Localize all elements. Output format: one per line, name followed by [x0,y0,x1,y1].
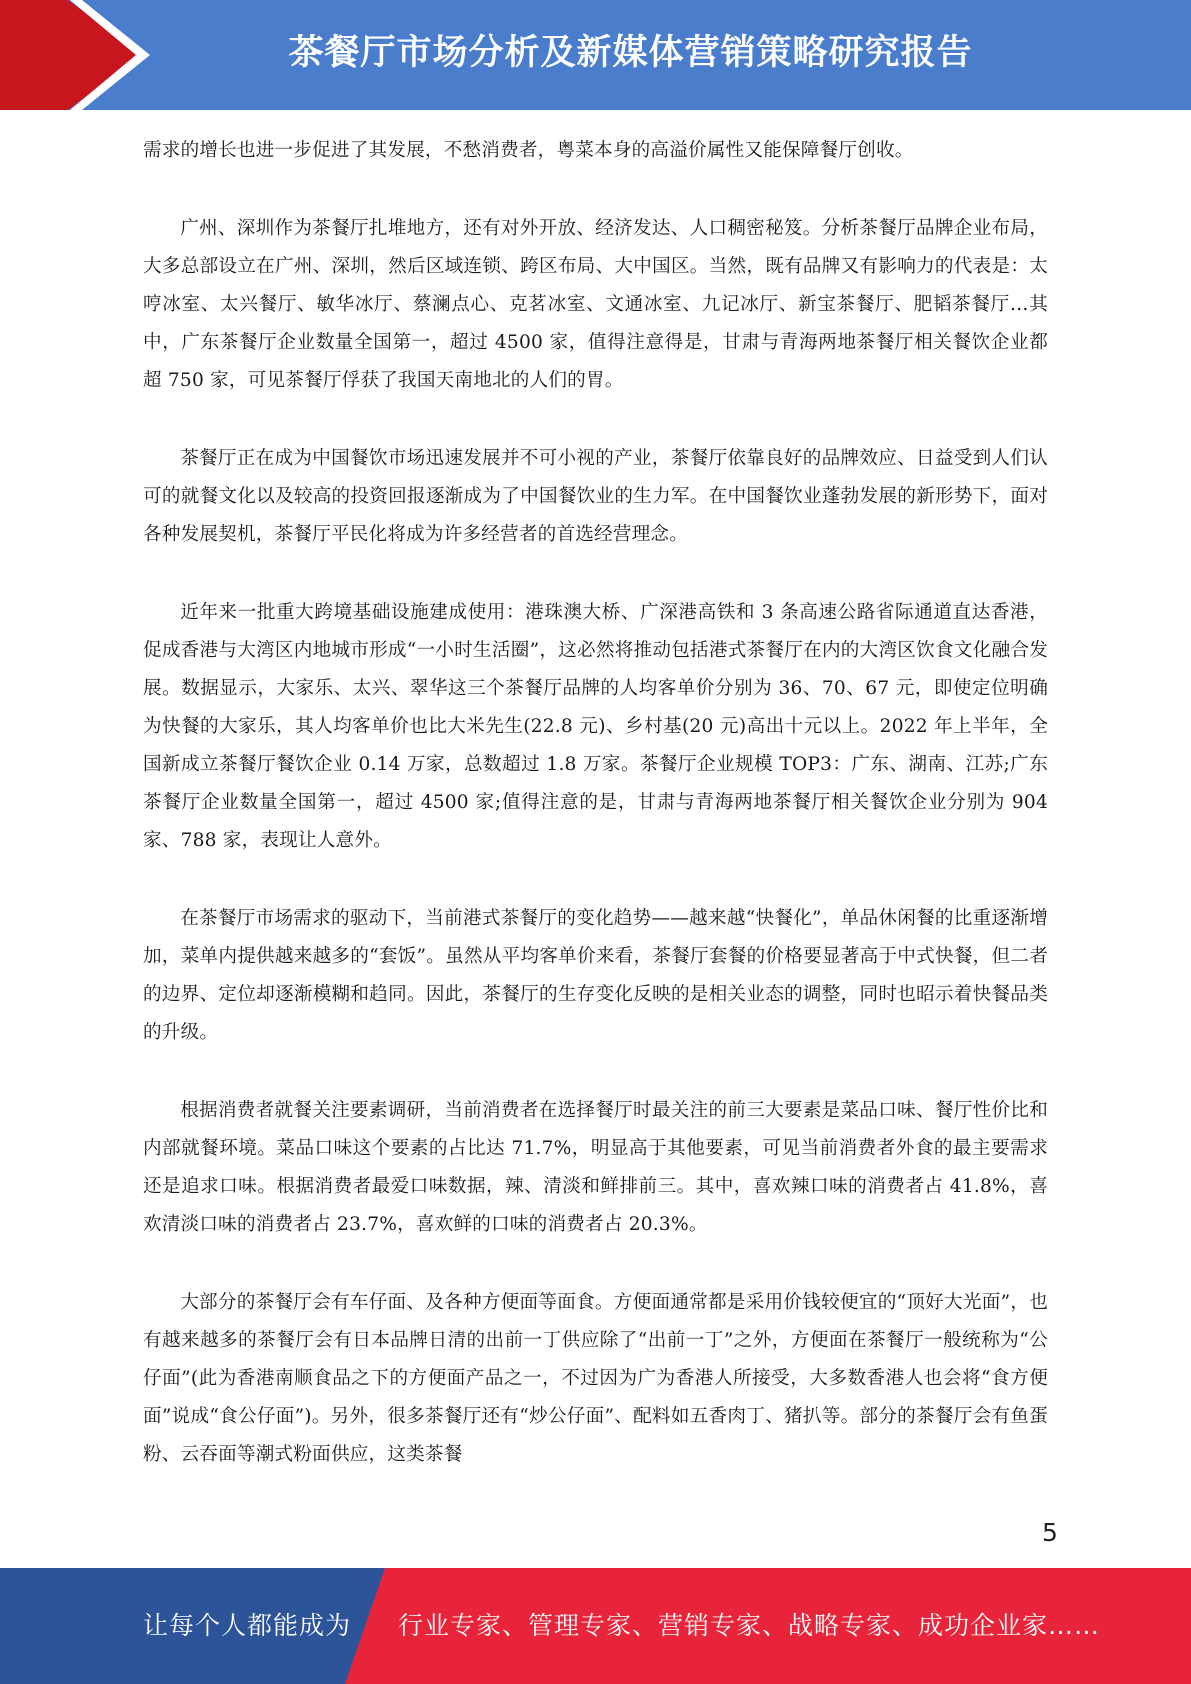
paragraph-2: 广州、深圳作为茶餐厅扎堆地方，还有对外开放、经济发达、人口稠密秘笈。分析茶餐厅品牌企业布局，大多总部设立在广州、深圳，然后区域连锁、跨区布局、大中国区。当然，既有品牌又有影响力的代表是：太哼冰室、太兴餐厅、敏华冰厅、蔡澜点心、克茗冰室、文通冰室、九记冰厅、新宝茶餐厅、肥韬茶餐厅…其中，广东茶餐厅企业数量全国第一，超过 4500 家，值得注意得是，甘肃与青海两地茶餐厅相关餐饮企业都超 750 家，可见茶餐厅俘获了我国天南地北的人们的胃。 [143,218,1048,391]
footer-slogan-right: 行业专家、管理专家、营销专家、战略专家、成功企业家…… [398,1611,1101,1640]
paragraph-6: 根据消费者就餐关注要素调研，当前消费者在选择餐厅时最关注的前三大要素是菜品口味、餐厅性价比和内部就餐环境。菜品口味这个要素的占比达 71.7%，明显高于其他要素，可见当前消费者外食的最主要需求还是追求口味。根据消费者最爱口味数据，辣、清淡和鲜排前三。其中，喜欢辣口味的消费者占 41.8%，喜欢清淡口味的消费者占 23.7%，喜欢鲜的口味的消费者占 20.3%。 [143,1100,1048,1235]
paragraph-1: 需求的增长也进一步促进了其发展，不愁消费者，粤菜本身的高溢价属性又能保障餐厅创收。 [143,140,914,161]
page-number: 5 [1042,1518,1058,1547]
footer-slogan-left: 让每个人都能成为 [143,1611,352,1640]
paragraph-3: 茶餐厅正在成为中国餐饮市场迅速发展并不可小视的产业，茶餐厅依靠良好的品牌效应、日益受到人们认可的就餐文化以及较高的投资回报逐渐成为了中国餐饮业的生力军。在中国餐饮业蓬勃发展的新形势下，面对各种发展契机，茶餐厅平民化将成为许多经营者的首选经营理念。 [143,448,1048,545]
report-title: 茶餐厅市场分析及新媒体营销策略研究报告 [288,33,973,73]
paragraph-5: 在茶餐厅市场需求的驱动下，当前港式茶餐厅的变化趋势——越来越“快餐化”，单品休闲餐的比重逐渐增加，菜单内提供越来越多的“套饭”。虽然从平均客单价来看，茶餐厅套餐的价格要显著高于中式快餐，但二者的边界、定位却逐渐模糊和趋同。因此，茶餐厅的生存变化反映的是相关业态的调整，同时也昭示着快餐品类的升级。 [143,908,1048,1043]
page-footer [0,1568,1191,1684]
paragraph-4: 近年来一批重大跨境基础设施建成使用：港珠澳大桥、广深港高铁和 3 条高速公路省际通道直达香港，促成香港与大湾区内地城市形成“一小时生活圈”，这必然将推动包括港式茶餐厅在内的大湾区饮食文化融合发展。数据显示，大家乐、太兴、翠华这三个茶餐厅品牌的人均客单价分别为 36、70、67 元，即使定位明确为快餐的大家乐，其人均客单价也比大米先生(22.8 元)、乡村基(20 元)高出十元以上。2022 年上半年，全国新成立茶餐厅餐饮企业 0.14 万家，总数超过 1.8 万家。茶餐厅企业规模 TOP3：广东、湖南、江苏;广东茶餐厅企业数量全国第一，超过 4500 家;值得注意的是，甘肃与青海两地茶餐厅相关餐饮企业分别为 904 家、788 家，表现让人意外。 [143,602,1048,851]
header-arrow-decoration [0,0,150,110]
page-header [0,0,1191,110]
paragraph-7: 大部分的茶餐厅会有车仔面、及各种方便面等面食。方便面通常都是采用价钱较便宜的“顶好大光面”，也有越来越多的茶餐厅会有日本品牌日清的出前一丁供应除了“出前一丁”之外，方便面在茶餐厅一般统称为“公仔面”(此为香港南顺食品之下的方便面产品之一，不过因为广为香港人所接受，大多数香港人也会将“食方便面”说成“食公仔面”)。另外，很多茶餐厅还有“炒公仔面”、配料如五香肉丁、猪扒等。部分的茶餐厅会有鱼蛋粉、云吞面等潮式粉面供应，这类茶餐 [143,1292,1048,1465]
body-content [143,132,1048,1514]
